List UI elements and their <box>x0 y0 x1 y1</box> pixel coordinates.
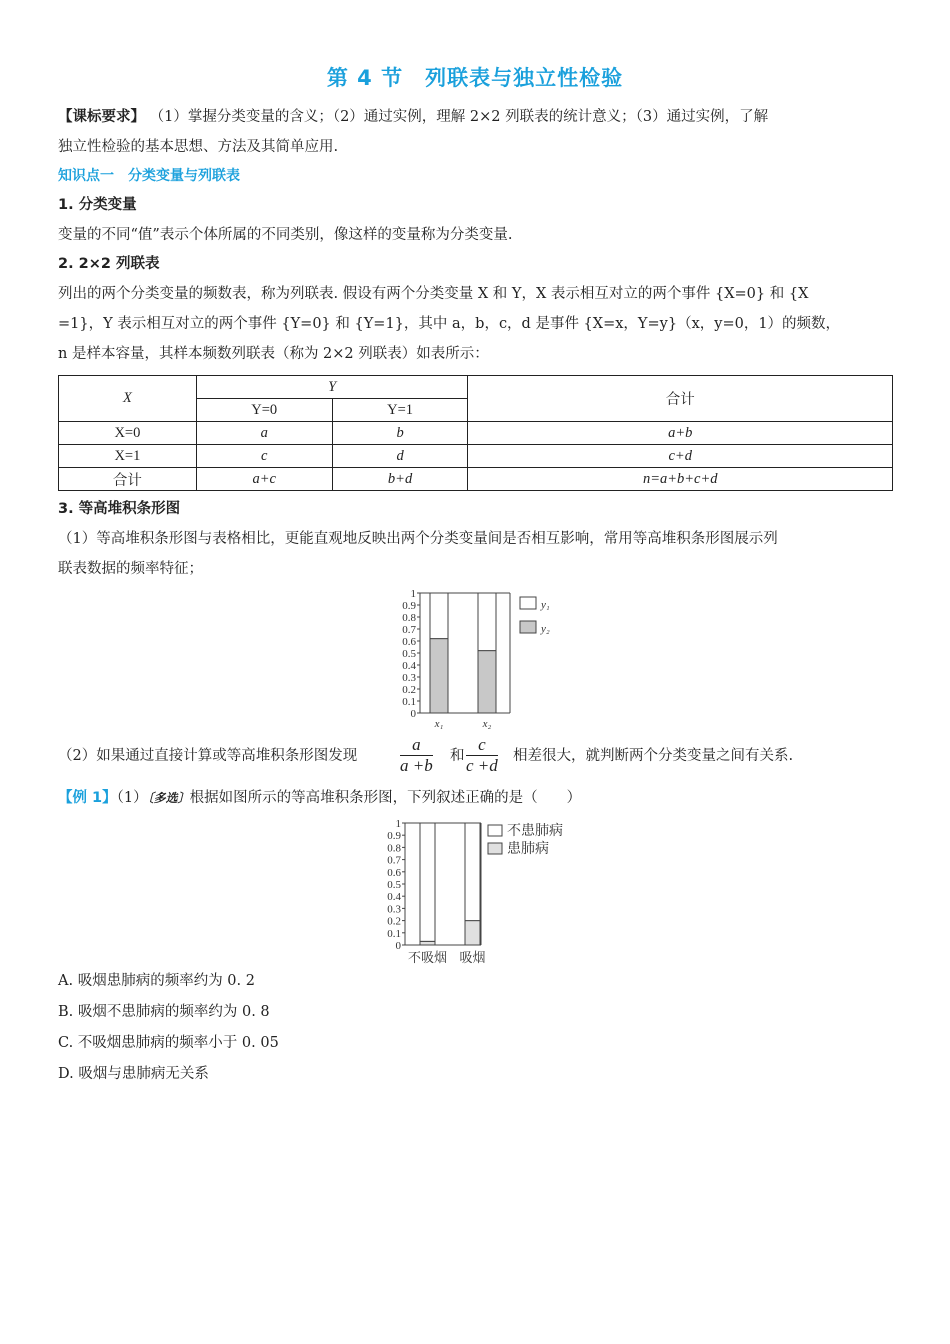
section-3-heading <box>58 499 892 519</box>
section-2-line-2: =1}，Y 表示相互对立的两个事件 {Y=0} 和 {Y=1}，其中 a，b，c，d 是事件 {X=x，Y=y}（x，y=0，1）的频数， <box>58 316 841 332</box>
bar-segment-患肺病 <box>465 921 480 945</box>
y-tick-label: 0.6 <box>402 636 416 648</box>
y-tick-label: 0.4 <box>402 660 416 672</box>
y-tick-label: 0.6 <box>387 866 401 879</box>
table-cell: X=1 <box>59 445 197 468</box>
example-question-text: 根据如图所示的等高堆积条形图，下列叙述正确的是（ ） <box>189 790 582 806</box>
contingency-table <box>58 375 893 491</box>
knowledge-point-heading: 知识点一 分类变量与列联表 <box>58 168 240 184</box>
y-tick-label: 0 <box>395 940 401 952</box>
x-tick-label: x₂ <box>482 718 492 730</box>
example-part: （1） <box>116 790 148 806</box>
section-2-title: . 2×2 列联表 <box>68 256 160 272</box>
y-tick-label: 0.1 <box>387 927 401 940</box>
y-tick-label: 0 <box>410 708 416 720</box>
table-cell: b+d <box>332 468 468 491</box>
multi-select-tag: 〔多选〕 <box>147 791 190 805</box>
y-tick-label: 0.3 <box>387 903 401 916</box>
table-header-y0: Y=0 <box>196 399 332 422</box>
table-header-y: Y <box>196 376 468 399</box>
section-3-p2-and: 和 <box>450 748 465 764</box>
legend-label: 不患肺病 <box>507 824 563 839</box>
stacked-bar-chart-1 <box>385 588 575 733</box>
example-label: 【例 1】 <box>58 790 117 806</box>
table-cell: c <box>196 445 332 468</box>
x-tick-label: x₁ <box>434 718 444 730</box>
section-2-number: 2 <box>58 256 69 272</box>
section-3-number: 3 <box>58 501 69 517</box>
y-tick-label: 0.9 <box>402 600 416 612</box>
bar-segment-不患肺病 <box>420 823 435 941</box>
y-tick-label: 0.5 <box>387 879 401 891</box>
section-2-heading <box>58 254 892 274</box>
section-3-p2-before: （2）如果通过直接计算或等高堆积条形图发现 <box>58 748 358 764</box>
section-2-line-3: n 是样本容量，其样本频数列联表（称为 2×2 列联表）如表所示： <box>58 346 489 362</box>
fraction-2-numerator: c <box>466 735 498 756</box>
table-cell: c+d <box>468 445 893 468</box>
legend-swatch <box>488 825 502 836</box>
option-d[interactable]: D. 吸烟与患肺病无关系 <box>58 1066 209 1082</box>
section-1-text: 变量的不同“值”表示个体所属的不同类别，像这样的变量称为分类变量. <box>58 227 513 243</box>
y-tick-label: 1 <box>395 818 401 830</box>
table-cell: a+c <box>196 468 332 491</box>
table-row <box>59 468 893 491</box>
table-header-y1: Y=1 <box>332 399 468 422</box>
y-tick-label: 0.1 <box>402 696 416 708</box>
table-cell: a+b <box>468 422 893 445</box>
bar-segment-y₁ <box>430 593 448 639</box>
option-b[interactable]: B. 吸烟不患肺病的频率约为 0. 8 <box>58 1004 270 1020</box>
option-a[interactable]: A. 吸烟患肺病的频率约为 0. 2 <box>58 973 255 989</box>
section-1-number: 1 <box>58 197 69 213</box>
fraction-2-denominator: c +d <box>466 756 498 775</box>
bar-segment-y₂ <box>478 651 496 713</box>
fraction-1-numerator: a <box>400 735 433 756</box>
table-cell: X=0 <box>59 422 197 445</box>
requirement-label: 【课标要求】 <box>58 109 145 125</box>
section-3-p1-line-2: 联表数据的频率特征； <box>58 561 203 577</box>
requirement-line-2: 独立性检验的基本思想、方法及其简单应用. <box>58 139 339 155</box>
legend-swatch <box>520 621 536 633</box>
y-tick-label: 0.5 <box>402 648 416 660</box>
y-tick-label: 0.4 <box>387 891 401 904</box>
table-cell: 合计 <box>59 468 197 491</box>
x-tick-label: 不吸烟 <box>407 950 448 965</box>
section-1-heading <box>58 195 892 215</box>
y-tick-label: 0.7 <box>387 854 401 867</box>
fraction-a-over-a-plus-b <box>400 735 433 776</box>
section-3-title: . 等高堆积条形图 <box>68 501 181 517</box>
option-c[interactable]: C. 不吸烟患肺病的频率小于 0. 05 <box>58 1035 279 1051</box>
legend-swatch <box>520 597 536 609</box>
legend-swatch <box>488 843 502 854</box>
table-row <box>59 422 893 445</box>
section-3-p1-line-1: （1）等高堆积条形图与表格相比，更能直观地反映出两个分类变量间是否相互影响，常用等高堆积条形图展示列 <box>58 531 778 547</box>
example-1-question <box>58 788 892 808</box>
table-cell: d <box>332 445 468 468</box>
y-tick-label: 0.7 <box>402 624 416 636</box>
table-cell: b <box>332 422 468 445</box>
y-tick-label: 0.2 <box>402 684 416 696</box>
bar-segment-患肺病 <box>420 941 435 945</box>
section-2-line-1: 列出的两个分类变量的频数表，称为列联表. 假设有两个分类变量 X 和 Y，X 表示相互对立的两个事件 {X=0} 和 {X <box>58 286 809 302</box>
stacked-bar-chart-2 <box>375 817 590 969</box>
table-row <box>59 445 893 468</box>
bar-segment-不患肺病 <box>465 823 480 921</box>
legend-label: y₂ <box>541 623 550 635</box>
bar-segment-y₂ <box>430 639 448 713</box>
y-tick-label: 0.8 <box>387 842 401 855</box>
section-3-p2-after: 相差很大，就判断两个分类变量之间有关系. <box>513 748 794 764</box>
y-tick-label: 0.3 <box>402 672 416 684</box>
legend-label: 患肺病 <box>507 842 549 857</box>
fraction-c-over-c-plus-d <box>466 735 498 776</box>
requirement-line-1 <box>58 107 892 127</box>
section-1-title: . 分类变量 <box>68 197 137 213</box>
table-header-x: X <box>59 376 197 422</box>
table-cell: n=a+b+c+d <box>468 468 893 491</box>
legend-label: y₁ <box>541 599 550 611</box>
x-tick-label: 吸烟 <box>459 950 486 965</box>
page-title: 第 4 节 列联表与独立性检验 <box>326 66 624 90</box>
y-tick-label: 0.2 <box>387 915 401 928</box>
y-tick-label: 0.9 <box>387 830 401 843</box>
bar-segment-y₁ <box>478 593 496 651</box>
table-header-total: 合计 <box>468 376 893 422</box>
fraction-1-denominator: a +b <box>400 756 433 775</box>
y-tick-label: 1 <box>410 588 416 600</box>
y-tick-label: 0.8 <box>402 612 416 624</box>
table-cell: a <box>196 422 332 445</box>
requirement-text-1: （1）掌握分类变量的含义；（2）通过实例，理解 2×2 列联表的统计意义；（3）通过实例，了解 <box>149 109 769 125</box>
